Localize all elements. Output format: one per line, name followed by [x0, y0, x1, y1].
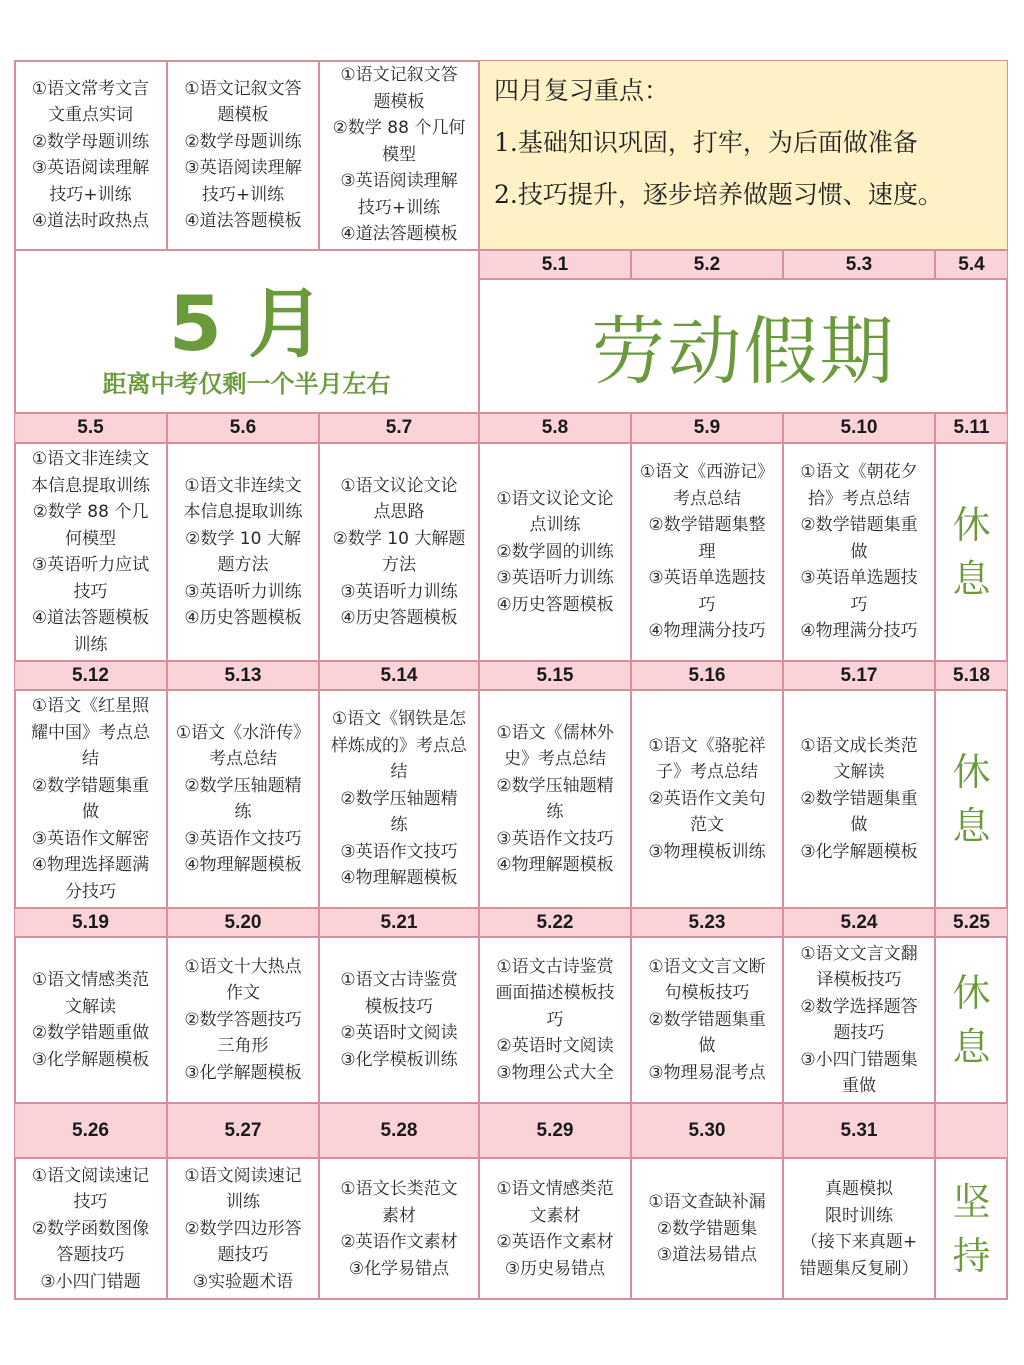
task-line: ④道法时政热点 [31, 211, 150, 231]
date-header: 5.9 [631, 413, 783, 443]
task-line: 巧 [698, 594, 716, 615]
task-line: 模型 [382, 144, 416, 165]
date-header: 5.12 [14, 661, 167, 690]
task-line: 译模板技巧 [816, 970, 902, 990]
study-task-cell [167, 690, 319, 908]
task-line: 练 [390, 815, 408, 836]
date-header: 5.17 [783, 661, 935, 690]
date-header: 5.1 [479, 250, 631, 279]
task-line: ③英语单选题技 [648, 568, 766, 589]
date-header: 5.18 [935, 661, 1008, 690]
task-line: ④物理解题模板 [340, 868, 458, 889]
task-line: ②数学选择题答 [800, 996, 918, 1017]
task-line: ①语文非连续文 [31, 449, 150, 469]
task-line: 文解读 [833, 762, 885, 783]
task-line: ①语文议论文论 [340, 475, 458, 496]
april-focus-point2: 2.技巧提升，逐步培养做题习惯、速度。 [494, 180, 943, 209]
task-line: 做 [850, 541, 868, 562]
date-header: 5.30 [631, 1103, 783, 1158]
study-task-cell [14, 443, 167, 661]
task-line: ②数学压轴题精 [184, 775, 302, 796]
task-line: ④物理满分技巧 [800, 621, 918, 642]
task-line: ③英语单选题技 [800, 568, 918, 589]
task-line: ②数学错题集重 [800, 515, 918, 536]
study-task-cell [479, 937, 631, 1103]
task-line: ②数学错题集重 [800, 788, 918, 809]
april-focus-box [479, 60, 1008, 250]
task-line: ②数学错题重做 [31, 1023, 150, 1043]
study-task-cell [14, 937, 167, 1103]
task-line: ①语文议论文论 [496, 488, 614, 509]
task-line: ①语文情感类范 [496, 1179, 614, 1199]
month-title: 5 月 [168, 279, 325, 368]
task-line: 做 [698, 1036, 716, 1057]
task-line: ③英语听力训练 [184, 581, 302, 602]
study-task-cell [319, 1158, 479, 1300]
task-line: ④物理选择题满 [31, 855, 150, 875]
task-line: 样炼成的》考点总 [331, 735, 467, 756]
task-line: ③化学易错点 [348, 1258, 450, 1279]
task-line: ④道法答题模板 [31, 608, 150, 628]
task-line: 技巧 [73, 581, 108, 602]
task-line: 点思路 [373, 502, 425, 522]
date-header: 5.7 [319, 413, 479, 443]
task-line: ③化学解题模板 [800, 841, 918, 862]
date-header: 5.31 [783, 1103, 935, 1158]
task-line: ②数学母题训练 [31, 131, 150, 152]
task-line: ②数学错题集重 [648, 1009, 766, 1030]
task-line: 理 [698, 541, 716, 562]
task-line: 真题模拟 [825, 1179, 893, 1199]
task-line: ③道法易错点 [656, 1245, 758, 1266]
study-task-cell [479, 690, 631, 908]
task-line: 模板技巧 [365, 996, 433, 1017]
task-line: 分技巧 [65, 881, 116, 902]
task-line: ①语文古诗鉴赏 [340, 970, 458, 990]
task-line: ①语文十大热点 [184, 956, 302, 977]
task-line: ①语文《水浒传》 [175, 722, 311, 743]
task-line: ③化学模板训练 [340, 1049, 458, 1070]
rest-day-cell [935, 1158, 1008, 1300]
task-line: 点训练 [529, 515, 581, 536]
task-line: ①语文古诗鉴赏 [496, 956, 614, 977]
rest-label-char: 持 [952, 1234, 991, 1278]
task-line: ③英语听力应试 [31, 555, 150, 575]
study-task-cell [14, 690, 167, 908]
task-line: ③英语作文技巧 [184, 828, 302, 849]
task-line: 题技巧 [217, 1245, 269, 1266]
task-line: （接下来真题+ [800, 1232, 918, 1252]
task-line: ④历史答题模板 [340, 608, 458, 628]
task-line: ①语文《朝花夕 [800, 462, 918, 483]
date-header: 5.20 [167, 908, 319, 937]
task-line: ④物理解题模板 [496, 855, 614, 875]
task-line: ③物理易混考点 [648, 1062, 766, 1083]
task-line: ①语文《儒林外 [496, 722, 614, 743]
task-line: 考点总结 [209, 749, 277, 769]
task-line: ①语文常考文言 [31, 78, 150, 99]
task-line: ③历史易错点 [504, 1258, 606, 1279]
task-line: ②数学 10 大解题 [332, 528, 466, 549]
date-header: 5.11 [935, 413, 1008, 443]
task-line: ①语文查缺补漏 [648, 1192, 766, 1213]
rest-label-char: 坚 [952, 1180, 991, 1224]
task-line: ④道法答题模板 [184, 211, 302, 231]
task-line: ④历史答题模板 [496, 594, 614, 615]
task-line: ①语文文言文翻 [800, 943, 918, 964]
task-line: ④道法答题模板 [340, 224, 458, 245]
study-task-cell [167, 937, 319, 1103]
rest-day-cell [935, 937, 1008, 1103]
date-header: 5.4 [935, 250, 1008, 279]
task-line: ③物理公式大全 [496, 1062, 614, 1083]
task-line: ①语文情感类范 [31, 970, 150, 990]
april-task-cell [14, 60, 167, 250]
date-header: 5.27 [167, 1103, 319, 1158]
study-task-cell [783, 443, 935, 661]
task-line: ③物理模板训练 [648, 841, 766, 862]
task-line: 素材 [382, 1205, 416, 1226]
task-line: 句模板技巧 [664, 983, 750, 1004]
task-line: ②数学错题集重 [31, 775, 150, 796]
task-line: ②数学 88 个几何 [332, 118, 466, 139]
task-line: ②数学函数图像 [31, 1218, 150, 1239]
month-header-box [14, 250, 479, 413]
task-line: ③化学解题模板 [184, 1062, 302, 1083]
study-task-cell [783, 690, 935, 908]
task-line: ④物理满分技巧 [648, 621, 766, 642]
task-line: 史》考点总结 [504, 749, 606, 769]
task-line: ④物理解题模板 [184, 855, 302, 875]
date-header: 5.23 [631, 908, 783, 937]
task-line: 巧 [546, 1009, 564, 1030]
task-line: 练 [546, 802, 564, 822]
april-focus-point1: 1.基础知识巩固，打牢，为后面做准备 [494, 128, 918, 157]
rest-label-char: 休 [952, 971, 991, 1015]
study-task-cell [319, 443, 479, 661]
task-line: 文解读 [65, 996, 116, 1017]
study-task-cell [783, 937, 935, 1103]
task-line: ③英语阅读理解 [31, 158, 150, 178]
task-line: ②英语时文阅读 [496, 1036, 614, 1057]
task-line: ②数学 10 大解 [185, 528, 301, 549]
rest-label-char: 休 [952, 750, 991, 794]
task-line: 巧 [850, 594, 868, 615]
task-line: ②数学 88 个几 [32, 502, 149, 522]
task-line: ①语文《骆驼祥 [648, 735, 766, 756]
april-task-cell [167, 60, 319, 250]
date-header: 5.28 [319, 1103, 479, 1158]
rest-label-char: 息 [952, 1025, 991, 1069]
task-line: ①语文《钢铁是怎 [331, 709, 467, 730]
task-line: 练 [234, 802, 252, 822]
task-line: ②数学四边形答 [184, 1218, 302, 1239]
task-line: 题技巧 [833, 1023, 885, 1043]
task-line: ①语文阅读速记 [31, 1165, 150, 1186]
task-line: 题方法 [217, 555, 269, 575]
task-line: 作文 [226, 983, 260, 1004]
rest-label-char: 息 [952, 804, 991, 848]
countdown-subtitle: 距离中考仅剩一个半月左右 [102, 370, 391, 398]
study-task-cell [167, 443, 319, 661]
task-line: ①语文记叙文答 [340, 65, 458, 86]
task-line: ③英语阅读理解 [340, 171, 458, 192]
task-line: 题模板 [373, 91, 425, 112]
task-line: 本信息提取训练 [31, 475, 150, 496]
task-line: 子》考点总结 [656, 762, 758, 783]
task-line: ④历史答题模板 [184, 608, 302, 628]
task-line: ①语文《西游记》 [639, 462, 775, 483]
task-line: ③英语听力训练 [496, 568, 614, 589]
task-line: ③小四门错题集 [800, 1049, 918, 1070]
date-header: 5.22 [479, 908, 631, 937]
study-task-cell [631, 690, 783, 908]
date-header: 5.2 [631, 250, 783, 279]
date-header: 5.8 [479, 413, 631, 443]
date-header: 5.29 [479, 1103, 631, 1158]
task-line: 三角形 [217, 1036, 269, 1057]
rest-day-cell [935, 443, 1008, 661]
task-line: 考点总结 [673, 488, 741, 509]
rest-label-char: 息 [952, 557, 991, 601]
date-header: 5.21 [319, 908, 479, 937]
study-task-cell [631, 1158, 783, 1300]
task-line: 技巧+训练 [357, 197, 441, 218]
task-line: ③化学解题模板 [31, 1049, 150, 1070]
date-header: 5.10 [783, 413, 935, 443]
task-line: 题模板 [217, 105, 269, 125]
date-header: 5.26 [14, 1103, 167, 1158]
study-task-cell [783, 1158, 935, 1300]
task-line: ③英语作文解密 [31, 828, 150, 849]
task-line: ③英语听力训练 [340, 581, 458, 602]
study-task-cell [14, 1158, 167, 1300]
study-task-cell [319, 937, 479, 1103]
date-header: 5.5 [14, 413, 167, 443]
task-line: 技巧 [73, 1192, 108, 1213]
task-line: ②数学答题技巧 [184, 1009, 302, 1030]
task-line: ③英语作文技巧 [496, 828, 614, 849]
task-line: ①语文文言文断 [648, 956, 766, 977]
task-line: ①语文非连续文 [184, 475, 302, 496]
task-line: 耀中国》考点总 [31, 722, 150, 743]
date-header: 5.19 [14, 908, 167, 937]
study-task-cell [319, 690, 479, 908]
task-line: 训练 [73, 634, 108, 655]
task-line: 答题技巧 [56, 1245, 125, 1266]
task-line: ①语文阅读速记 [184, 1165, 302, 1186]
task-line: ②数学母题训练 [184, 131, 302, 152]
task-line: 文素材 [529, 1205, 581, 1226]
task-line: 错题集反复刷） [799, 1258, 919, 1279]
task-line: 文重点实词 [48, 105, 133, 125]
task-line: ①语文长类范文 [340, 1179, 458, 1199]
task-line: ③英语阅读理解 [184, 158, 302, 178]
task-line: ②数学压轴题精 [340, 788, 458, 809]
task-line: 技巧+训练 [49, 184, 132, 205]
task-line: 画面描述模板技 [495, 983, 615, 1004]
date-header: 5.25 [935, 908, 1008, 937]
task-line: ②数学圆的训练 [496, 541, 614, 562]
task-line: 结 [390, 762, 408, 783]
task-line: ②数学压轴题精 [496, 775, 614, 796]
task-line: 范文 [690, 815, 724, 836]
date-header: 5.16 [631, 661, 783, 690]
date-header: 5.15 [479, 661, 631, 690]
task-line: 何模型 [65, 528, 116, 549]
date-header: 5.13 [167, 661, 319, 690]
task-line: ①语文《红星照 [31, 696, 150, 716]
task-line: ②英语作文素材 [340, 1232, 458, 1252]
task-line: 做 [850, 815, 868, 836]
task-line: ③英语作文技巧 [340, 841, 458, 862]
april-task-cell [319, 60, 479, 250]
date-header: 5.3 [783, 250, 935, 279]
rest-day-cell [935, 690, 1008, 908]
task-line: ③实验题术语 [192, 1271, 294, 1292]
task-line: 训练 [226, 1192, 260, 1213]
study-task-cell [479, 443, 631, 661]
date-header [935, 1103, 1008, 1158]
task-line: ②数学错题集 [656, 1218, 758, 1239]
task-line: 拾》考点总结 [808, 488, 910, 509]
task-line: ③小四门错题 [40, 1271, 141, 1292]
task-line: ①语文记叙文答 [184, 78, 302, 99]
task-line: ②英语作文素材 [496, 1232, 614, 1252]
task-line: ②英语作文美句 [648, 788, 766, 809]
task-line: 本信息提取训练 [183, 502, 303, 522]
study-task-cell [631, 443, 783, 661]
rest-label-char: 休 [952, 503, 991, 547]
task-line: ②数学错题集整 [648, 515, 766, 536]
task-line: ②英语时文阅读 [340, 1023, 458, 1043]
study-task-cell [479, 1158, 631, 1300]
task-line: 方法 [382, 555, 416, 575]
study-task-cell [631, 937, 783, 1103]
task-line: ①语文成长类范 [800, 735, 918, 756]
task-line: 做 [82, 802, 99, 822]
date-header: 5.6 [167, 413, 319, 443]
study-task-cell [167, 1158, 319, 1300]
april-focus-title: 四月复习重点： [494, 76, 670, 105]
task-line: 技巧+训练 [201, 184, 285, 205]
task-line: 重做 [842, 1076, 876, 1096]
labor-holiday-label: 劳动假期 [479, 279, 1008, 413]
task-line: 结 [82, 749, 99, 769]
task-line: 限时训练 [825, 1205, 893, 1226]
date-header: 5.14 [319, 661, 479, 690]
date-header: 5.24 [783, 908, 935, 937]
